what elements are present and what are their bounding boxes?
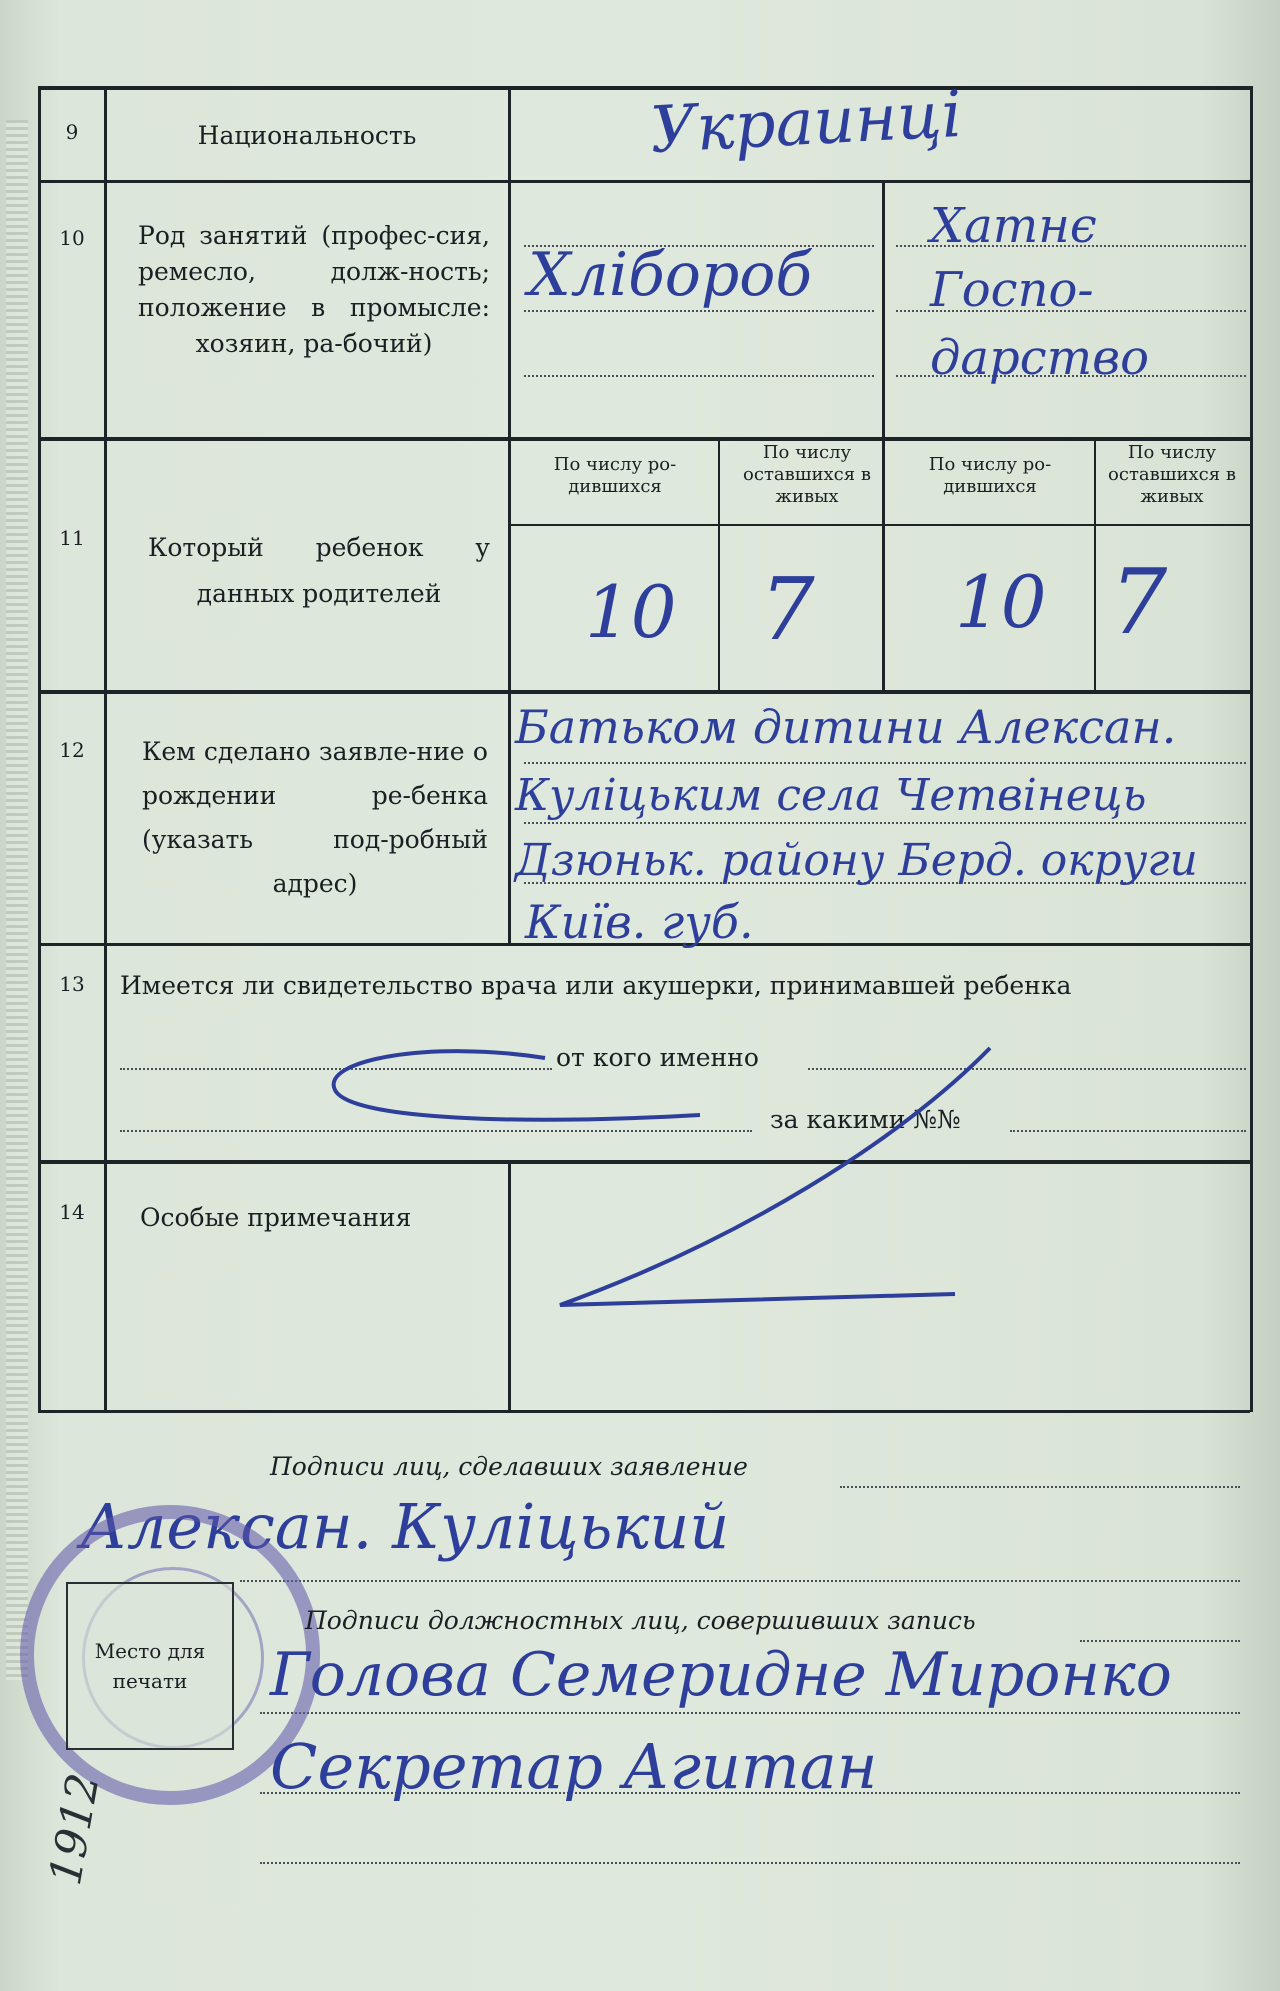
hw-declarant-3: Дзюньк. району Берд. округи [515,835,1198,886]
label-declarant: Кем сделано заявле-ние о рождении ре-бенка (указать под-робный адрес) [142,737,488,898]
label-child-order: Который ребенок у данных родителей [148,533,490,608]
hw-applicant-signature: Алексан. Куліцький [80,1490,730,1563]
hw-alive-father: 7 [760,560,815,660]
hw-alive-mother: 7 [1110,550,1168,655]
row-number-13: 13 [59,972,85,996]
hw-occupation-mother-2: Госпо- [930,262,1094,318]
hw-born-mother: 10 [955,560,1047,644]
label-from-whom: от кого именно [556,1043,759,1072]
row-number-14: 14 [59,1200,85,1224]
seal-place-label: Место для печати [94,1639,206,1693]
seal-place-box [66,1582,234,1750]
row-number-12: 12 [59,738,85,762]
strike-row13 [334,1051,700,1120]
label-remarks: Особые примечания [140,1203,412,1232]
hw-declarant-1: Батьком дитини Алексан. [515,700,1177,754]
hw-margin-note: 1912 [40,1769,110,1889]
header-alive-father: По числу оставшихся в живых [743,442,871,507]
hw-declarant-2: Куліцьким села Четвінець [515,770,1147,821]
header-alive-mother: По числу оставшихся в живых [1108,442,1236,507]
row-number-10: 10 [59,226,85,250]
row-number-11: 11 [59,526,85,550]
header-born-mother: По числу ро-дившихся [928,454,1052,497]
hw-occupation-father: Хлібороб [528,240,813,310]
row-number-9: 9 [65,120,79,144]
hw-nationality: Украинці [648,77,964,169]
label-which-numbers: за какими №№ [770,1105,961,1134]
hw-official-signature-1: Голова Семеридне Миронко [270,1640,1172,1710]
hw-born-father: 10 [585,570,677,654]
hw-occupation-mother-3: дарство [930,330,1149,386]
label-nationality: Национальность [197,121,417,150]
label-certificate: Имеется ли свидетельство врача или акушерки, принимавшей ребенка [120,971,1072,1000]
hw-occupation-mother-1: Хатнє [930,198,1097,254]
hw-declarant-4: Київ. губ. [525,895,754,949]
label-occupation: Род занятий (профес-сия, ремесло, долж-ность; положение в промысле: хозяин, ра-бочий) [138,221,490,358]
strike-row13-14 [560,1048,990,1305]
label-applicant-signatures: Подписи лиц, сделавших заявление [270,1452,748,1481]
label-official-signatures: Подписи должностных лиц, совершивших запись [305,1606,976,1635]
header-born-father: По числу ро-дившихся [553,454,677,497]
hw-official-signature-2: Секретар Агитан [270,1730,878,1803]
